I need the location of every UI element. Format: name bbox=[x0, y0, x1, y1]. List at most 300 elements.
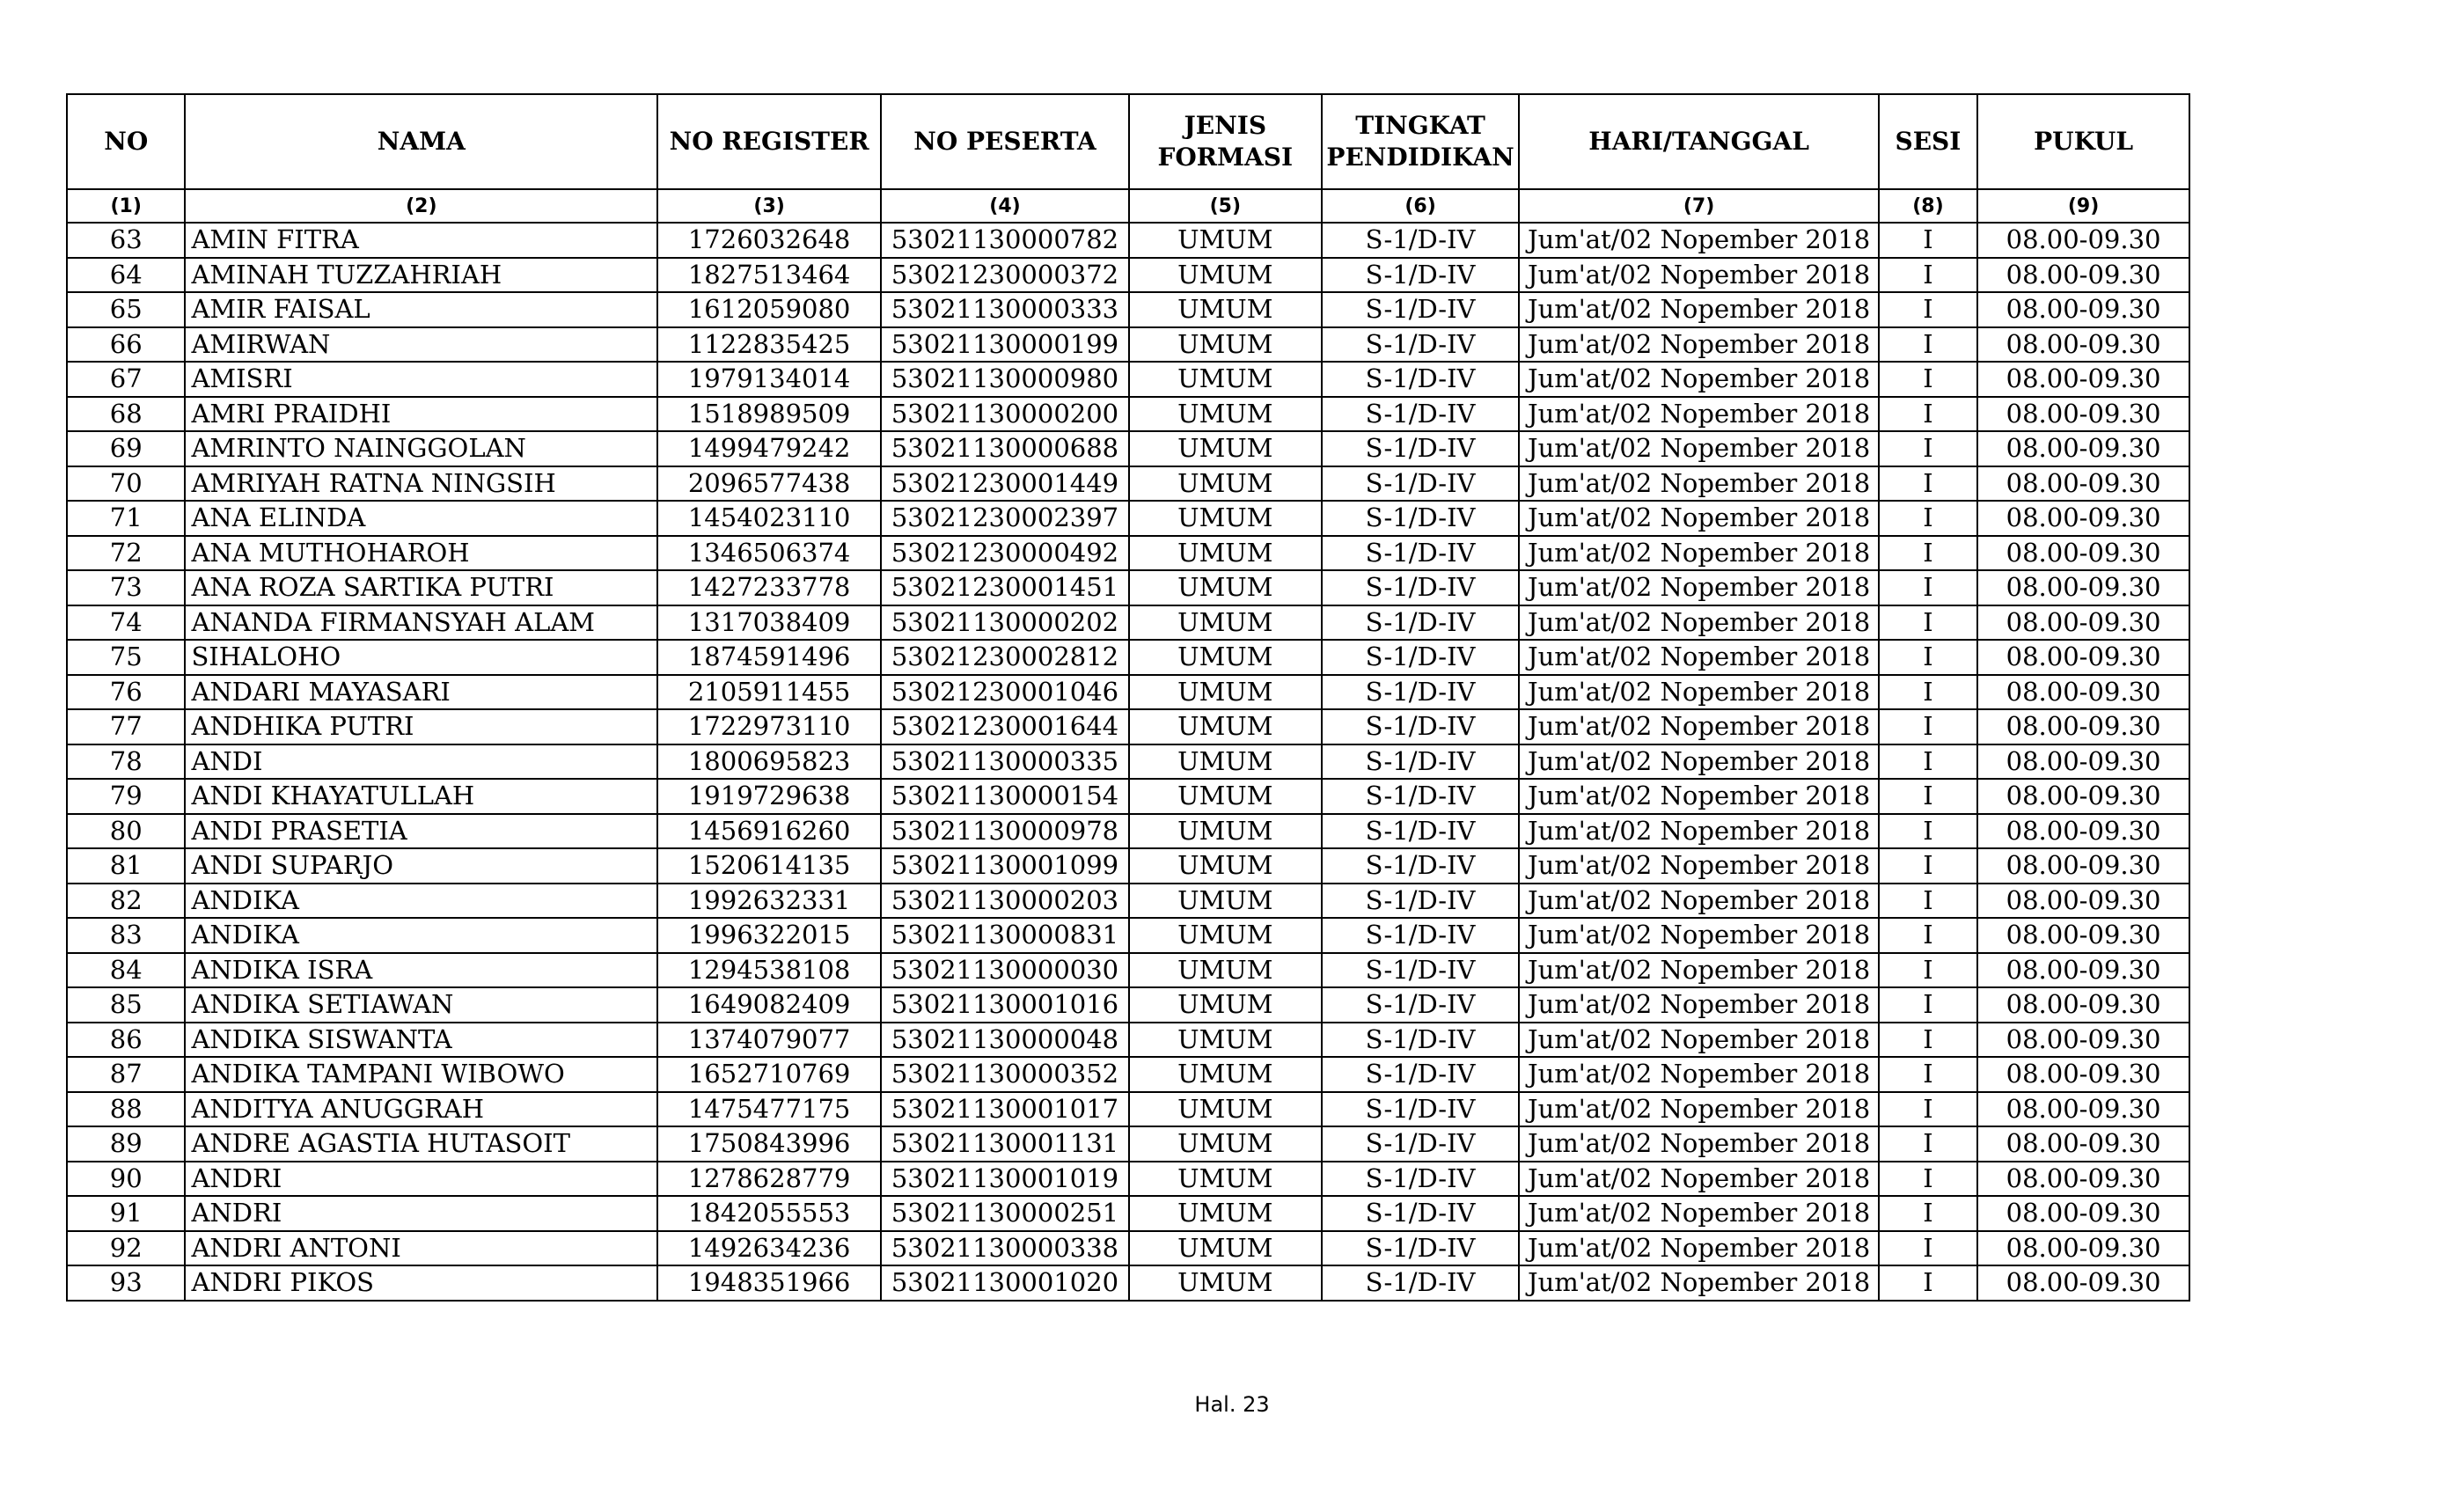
table-row bbox=[67, 1231, 2189, 1266]
header-pukul: PUKUL bbox=[1977, 94, 2189, 189]
table-body bbox=[67, 223, 2189, 1301]
cell-tingkat-pendidikan: S-1/D-IV bbox=[1322, 536, 1520, 571]
cell-hari-tanggal: Jum'at/02 Nopember 2018 bbox=[1519, 431, 1878, 466]
cell-no: 68 bbox=[67, 397, 185, 432]
table-header bbox=[67, 94, 2189, 223]
cell-hari-tanggal: Jum'at/02 Nopember 2018 bbox=[1519, 953, 1878, 988]
cell-jenis-formasi: UMUM bbox=[1129, 953, 1322, 988]
cell-no-register: 1996322015 bbox=[657, 918, 881, 953]
column-index: (9) bbox=[1977, 189, 2189, 223]
cell-sesi: I bbox=[1879, 918, 1977, 953]
cell-hari-tanggal: Jum'at/02 Nopember 2018 bbox=[1519, 884, 1878, 919]
cell-hari-tanggal: Jum'at/02 Nopember 2018 bbox=[1519, 536, 1878, 571]
table-row bbox=[67, 1092, 2189, 1127]
cell-pukul: 08.00-09.30 bbox=[1977, 362, 2189, 397]
cell-jenis-formasi: UMUM bbox=[1129, 466, 1322, 502]
cell-nama: ANDIKA TAMPANI WIBOWO bbox=[185, 1057, 657, 1092]
cell-no-peserta: 53021130000251 bbox=[881, 1196, 1129, 1231]
header-jenis-formasi: JENIS FORMASI bbox=[1129, 94, 1322, 189]
cell-no: 87 bbox=[67, 1057, 185, 1092]
table-row bbox=[67, 1265, 2189, 1301]
cell-jenis-formasi: UMUM bbox=[1129, 1092, 1322, 1127]
cell-no: 88 bbox=[67, 1092, 185, 1127]
cell-pukul: 08.00-09.30 bbox=[1977, 1092, 2189, 1127]
cell-nama: AMIR FAISAL bbox=[185, 292, 657, 327]
cell-pukul: 08.00-09.30 bbox=[1977, 953, 2189, 988]
column-index: (7) bbox=[1519, 189, 1878, 223]
cell-no-peserta: 53021130001131 bbox=[881, 1126, 1129, 1162]
cell-no: 90 bbox=[67, 1162, 185, 1197]
cell-nama: ANDHIKA PUTRI bbox=[185, 709, 657, 744]
cell-hari-tanggal: Jum'at/02 Nopember 2018 bbox=[1519, 1057, 1878, 1092]
cell-hari-tanggal: Jum'at/02 Nopember 2018 bbox=[1519, 848, 1878, 884]
cell-tingkat-pendidikan: S-1/D-IV bbox=[1322, 292, 1520, 327]
cell-nama: SIHALOHO bbox=[185, 640, 657, 675]
cell-no: 72 bbox=[67, 536, 185, 571]
cell-pukul: 08.00-09.30 bbox=[1977, 1023, 2189, 1058]
cell-pukul: 08.00-09.30 bbox=[1977, 884, 2189, 919]
cell-nama: ANDIKA ISRA bbox=[185, 953, 657, 988]
participant-schedule-table bbox=[66, 93, 2190, 1302]
table-row bbox=[67, 570, 2189, 605]
cell-no: 67 bbox=[67, 362, 185, 397]
cell-sesi: I bbox=[1879, 570, 1977, 605]
cell-no: 93 bbox=[67, 1265, 185, 1301]
cell-jenis-formasi: UMUM bbox=[1129, 501, 1322, 536]
cell-nama: ANDITYA ANUGGRAH bbox=[185, 1092, 657, 1127]
cell-hari-tanggal: Jum'at/02 Nopember 2018 bbox=[1519, 814, 1878, 849]
cell-nama: ANDRI bbox=[185, 1162, 657, 1197]
cell-jenis-formasi: UMUM bbox=[1129, 1196, 1322, 1231]
cell-no-peserta: 53021230000372 bbox=[881, 258, 1129, 293]
cell-nama: AMIRWAN bbox=[185, 327, 657, 363]
cell-no: 63 bbox=[67, 223, 185, 258]
column-index: (5) bbox=[1129, 189, 1322, 223]
cell-no-peserta: 53021130000831 bbox=[881, 918, 1129, 953]
cell-pukul: 08.00-09.30 bbox=[1977, 744, 2189, 780]
cell-tingkat-pendidikan: S-1/D-IV bbox=[1322, 814, 1520, 849]
cell-nama: AMRINTO NAINGGOLAN bbox=[185, 431, 657, 466]
table-row bbox=[67, 536, 2189, 571]
cell-no-register: 1346506374 bbox=[657, 536, 881, 571]
cell-jenis-formasi: UMUM bbox=[1129, 744, 1322, 780]
cell-sesi: I bbox=[1879, 536, 1977, 571]
header-row bbox=[67, 94, 2189, 189]
cell-no: 82 bbox=[67, 884, 185, 919]
cell-tingkat-pendidikan: S-1/D-IV bbox=[1322, 327, 1520, 363]
cell-nama: ANA ELINDA bbox=[185, 501, 657, 536]
cell-sesi: I bbox=[1879, 501, 1977, 536]
column-index: (6) bbox=[1322, 189, 1520, 223]
cell-no-register: 1726032648 bbox=[657, 223, 881, 258]
cell-hari-tanggal: Jum'at/02 Nopember 2018 bbox=[1519, 987, 1878, 1023]
table-row bbox=[67, 987, 2189, 1023]
cell-tingkat-pendidikan: S-1/D-IV bbox=[1322, 779, 1520, 814]
cell-nama: ANDI SUPARJO bbox=[185, 848, 657, 884]
cell-sesi: I bbox=[1879, 640, 1977, 675]
cell-no-register: 1520614135 bbox=[657, 848, 881, 884]
column-index: (8) bbox=[1879, 189, 1977, 223]
cell-tingkat-pendidikan: S-1/D-IV bbox=[1322, 1023, 1520, 1058]
cell-nama: ANDRI ANTONI bbox=[185, 1231, 657, 1266]
cell-no-register: 1499479242 bbox=[657, 431, 881, 466]
cell-jenis-formasi: UMUM bbox=[1129, 675, 1322, 710]
cell-hari-tanggal: Jum'at/02 Nopember 2018 bbox=[1519, 501, 1878, 536]
cell-no-register: 1649082409 bbox=[657, 987, 881, 1023]
cell-no-register: 2105911455 bbox=[657, 675, 881, 710]
cell-no-peserta: 53021130000154 bbox=[881, 779, 1129, 814]
cell-pukul: 08.00-09.30 bbox=[1977, 501, 2189, 536]
header-sesi: SESI bbox=[1879, 94, 1977, 189]
cell-hari-tanggal: Jum'at/02 Nopember 2018 bbox=[1519, 779, 1878, 814]
cell-hari-tanggal: Jum'at/02 Nopember 2018 bbox=[1519, 640, 1878, 675]
cell-no-register: 1919729638 bbox=[657, 779, 881, 814]
cell-no-peserta: 53021130000782 bbox=[881, 223, 1129, 258]
cell-jenis-formasi: UMUM bbox=[1129, 709, 1322, 744]
cell-no-register: 2096577438 bbox=[657, 466, 881, 502]
cell-no-peserta: 53021130000199 bbox=[881, 327, 1129, 363]
cell-hari-tanggal: Jum'at/02 Nopember 2018 bbox=[1519, 1162, 1878, 1197]
cell-nama: ANDIKA bbox=[185, 918, 657, 953]
table-row bbox=[67, 258, 2189, 293]
cell-sesi: I bbox=[1879, 223, 1977, 258]
cell-no-peserta: 53021130000202 bbox=[881, 605, 1129, 641]
cell-nama: ANDIKA SISWANTA bbox=[185, 1023, 657, 1058]
cell-sesi: I bbox=[1879, 1162, 1977, 1197]
cell-pukul: 08.00-09.30 bbox=[1977, 327, 2189, 363]
cell-nama: AMIN FITRA bbox=[185, 223, 657, 258]
cell-no-register: 1842055553 bbox=[657, 1196, 881, 1231]
cell-no: 83 bbox=[67, 918, 185, 953]
cell-no: 76 bbox=[67, 675, 185, 710]
cell-tingkat-pendidikan: S-1/D-IV bbox=[1322, 675, 1520, 710]
cell-nama: ANDI bbox=[185, 744, 657, 780]
cell-no-peserta: 53021130001017 bbox=[881, 1092, 1129, 1127]
cell-nama: AMRI PRAIDHI bbox=[185, 397, 657, 432]
cell-no-register: 1992632331 bbox=[657, 884, 881, 919]
cell-tingkat-pendidikan: S-1/D-IV bbox=[1322, 1231, 1520, 1266]
cell-pukul: 08.00-09.30 bbox=[1977, 223, 2189, 258]
header-no-register: NO REGISTER bbox=[657, 94, 881, 189]
cell-no: 85 bbox=[67, 987, 185, 1023]
cell-sesi: I bbox=[1879, 362, 1977, 397]
cell-sesi: I bbox=[1879, 1023, 1977, 1058]
header-tingkat-pendidikan: TINGKAT PENDIDIKAN bbox=[1322, 94, 1520, 189]
cell-tingkat-pendidikan: S-1/D-IV bbox=[1322, 709, 1520, 744]
cell-no-register: 1492634236 bbox=[657, 1231, 881, 1266]
cell-no-register: 1454023110 bbox=[657, 501, 881, 536]
cell-nama: ANDARI MAYASARI bbox=[185, 675, 657, 710]
cell-no-register: 1278628779 bbox=[657, 1162, 881, 1197]
cell-no: 75 bbox=[67, 640, 185, 675]
cell-sesi: I bbox=[1879, 675, 1977, 710]
header-hari-tanggal: HARI/TANGGAL bbox=[1519, 94, 1878, 189]
table-row bbox=[67, 884, 2189, 919]
cell-nama: ANDIKA bbox=[185, 884, 657, 919]
cell-no-peserta: 53021230002812 bbox=[881, 640, 1129, 675]
cell-tingkat-pendidikan: S-1/D-IV bbox=[1322, 953, 1520, 988]
cell-sesi: I bbox=[1879, 953, 1977, 988]
table-row bbox=[67, 292, 2189, 327]
cell-hari-tanggal: Jum'at/02 Nopember 2018 bbox=[1519, 327, 1878, 363]
cell-nama: AMRIYAH RATNA NINGSIH bbox=[185, 466, 657, 502]
cell-no-register: 1374079077 bbox=[657, 1023, 881, 1058]
cell-no-register: 1827513464 bbox=[657, 258, 881, 293]
cell-no-register: 1874591496 bbox=[657, 640, 881, 675]
cell-hari-tanggal: Jum'at/02 Nopember 2018 bbox=[1519, 605, 1878, 641]
table-row bbox=[67, 1057, 2189, 1092]
cell-jenis-formasi: UMUM bbox=[1129, 884, 1322, 919]
cell-pukul: 08.00-09.30 bbox=[1977, 431, 2189, 466]
cell-pukul: 08.00-09.30 bbox=[1977, 709, 2189, 744]
cell-no-register: 1652710769 bbox=[657, 1057, 881, 1092]
cell-hari-tanggal: Jum'at/02 Nopember 2018 bbox=[1519, 466, 1878, 502]
cell-pukul: 08.00-09.30 bbox=[1977, 1162, 2189, 1197]
cell-tingkat-pendidikan: S-1/D-IV bbox=[1322, 884, 1520, 919]
cell-no-peserta: 53021130001016 bbox=[881, 987, 1129, 1023]
cell-no: 64 bbox=[67, 258, 185, 293]
cell-nama: ANDRE AGASTIA HUTASOIT bbox=[185, 1126, 657, 1162]
column-index: (3) bbox=[657, 189, 881, 223]
cell-no-peserta: 53021130001019 bbox=[881, 1162, 1129, 1197]
cell-tingkat-pendidikan: S-1/D-IV bbox=[1322, 223, 1520, 258]
cell-no-peserta: 53021130000200 bbox=[881, 397, 1129, 432]
cell-no: 89 bbox=[67, 1126, 185, 1162]
cell-nama: ANDRI bbox=[185, 1196, 657, 1231]
cell-tingkat-pendidikan: S-1/D-IV bbox=[1322, 1057, 1520, 1092]
table-row bbox=[67, 814, 2189, 849]
cell-jenis-formasi: UMUM bbox=[1129, 848, 1322, 884]
cell-no: 79 bbox=[67, 779, 185, 814]
cell-no: 66 bbox=[67, 327, 185, 363]
cell-no-peserta: 53021130000030 bbox=[881, 953, 1129, 988]
cell-jenis-formasi: UMUM bbox=[1129, 1265, 1322, 1301]
cell-no-peserta: 53021130000338 bbox=[881, 1231, 1129, 1266]
cell-sesi: I bbox=[1879, 814, 1977, 849]
cell-tingkat-pendidikan: S-1/D-IV bbox=[1322, 570, 1520, 605]
header-nama: NAMA bbox=[185, 94, 657, 189]
cell-no: 92 bbox=[67, 1231, 185, 1266]
table-row bbox=[67, 397, 2189, 432]
cell-nama: AMISRI bbox=[185, 362, 657, 397]
cell-no-register: 1475477175 bbox=[657, 1092, 881, 1127]
cell-hari-tanggal: Jum'at/02 Nopember 2018 bbox=[1519, 1265, 1878, 1301]
cell-hari-tanggal: Jum'at/02 Nopember 2018 bbox=[1519, 292, 1878, 327]
table-row bbox=[67, 605, 2189, 641]
table-row bbox=[67, 1196, 2189, 1231]
cell-jenis-formasi: UMUM bbox=[1129, 605, 1322, 641]
cell-jenis-formasi: UMUM bbox=[1129, 1231, 1322, 1266]
cell-jenis-formasi: UMUM bbox=[1129, 814, 1322, 849]
cell-no-peserta: 53021130000048 bbox=[881, 1023, 1129, 1058]
cell-no-peserta: 53021130000980 bbox=[881, 362, 1129, 397]
cell-sesi: I bbox=[1879, 1231, 1977, 1266]
cell-sesi: I bbox=[1879, 848, 1977, 884]
cell-no-peserta: 53021230001046 bbox=[881, 675, 1129, 710]
table-row bbox=[67, 918, 2189, 953]
cell-nama: ANDRI PIKOS bbox=[185, 1265, 657, 1301]
cell-tingkat-pendidikan: S-1/D-IV bbox=[1322, 640, 1520, 675]
cell-nama: ANA MUTHOHAROH bbox=[185, 536, 657, 571]
table-row bbox=[67, 1126, 2189, 1162]
cell-hari-tanggal: Jum'at/02 Nopember 2018 bbox=[1519, 918, 1878, 953]
column-index: (1) bbox=[67, 189, 185, 223]
cell-no-peserta: 53021230001451 bbox=[881, 570, 1129, 605]
header-no: NO bbox=[67, 94, 185, 189]
table-row bbox=[67, 466, 2189, 502]
table-row bbox=[67, 501, 2189, 536]
cell-jenis-formasi: UMUM bbox=[1129, 1057, 1322, 1092]
cell-tingkat-pendidikan: S-1/D-IV bbox=[1322, 362, 1520, 397]
cell-no-register: 1518989509 bbox=[657, 397, 881, 432]
cell-tingkat-pendidikan: S-1/D-IV bbox=[1322, 501, 1520, 536]
cell-tingkat-pendidikan: S-1/D-IV bbox=[1322, 1196, 1520, 1231]
cell-tingkat-pendidikan: S-1/D-IV bbox=[1322, 466, 1520, 502]
cell-jenis-formasi: UMUM bbox=[1129, 536, 1322, 571]
cell-tingkat-pendidikan: S-1/D-IV bbox=[1322, 1126, 1520, 1162]
table-row bbox=[67, 1162, 2189, 1197]
cell-jenis-formasi: UMUM bbox=[1129, 327, 1322, 363]
cell-pukul: 08.00-09.30 bbox=[1977, 397, 2189, 432]
cell-tingkat-pendidikan: S-1/D-IV bbox=[1322, 258, 1520, 293]
cell-sesi: I bbox=[1879, 258, 1977, 293]
cell-jenis-formasi: UMUM bbox=[1129, 640, 1322, 675]
cell-tingkat-pendidikan: S-1/D-IV bbox=[1322, 1162, 1520, 1197]
cell-jenis-formasi: UMUM bbox=[1129, 397, 1322, 432]
cell-no-peserta: 53021130001099 bbox=[881, 848, 1129, 884]
table-row bbox=[67, 709, 2189, 744]
cell-no-peserta: 53021130000978 bbox=[881, 814, 1129, 849]
table-row bbox=[67, 431, 2189, 466]
cell-no-register: 1612059080 bbox=[657, 292, 881, 327]
cell-hari-tanggal: Jum'at/02 Nopember 2018 bbox=[1519, 744, 1878, 780]
cell-hari-tanggal: Jum'at/02 Nopember 2018 bbox=[1519, 1023, 1878, 1058]
cell-pukul: 08.00-09.30 bbox=[1977, 1126, 2189, 1162]
cell-sesi: I bbox=[1879, 987, 1977, 1023]
cell-hari-tanggal: Jum'at/02 Nopember 2018 bbox=[1519, 570, 1878, 605]
cell-hari-tanggal: Jum'at/02 Nopember 2018 bbox=[1519, 258, 1878, 293]
cell-pukul: 08.00-09.30 bbox=[1977, 779, 2189, 814]
cell-no-peserta: 53021130000203 bbox=[881, 884, 1129, 919]
cell-pukul: 08.00-09.30 bbox=[1977, 605, 2189, 641]
cell-sesi: I bbox=[1879, 292, 1977, 327]
table-row bbox=[67, 675, 2189, 710]
header-no-peserta: NO PESERTA bbox=[881, 94, 1129, 189]
cell-jenis-formasi: UMUM bbox=[1129, 570, 1322, 605]
cell-no-peserta: 53021130000352 bbox=[881, 1057, 1129, 1092]
cell-no-register: 1294538108 bbox=[657, 953, 881, 988]
table-row bbox=[67, 223, 2189, 258]
cell-jenis-formasi: UMUM bbox=[1129, 362, 1322, 397]
cell-no: 80 bbox=[67, 814, 185, 849]
cell-no-register: 1722973110 bbox=[657, 709, 881, 744]
cell-tingkat-pendidikan: S-1/D-IV bbox=[1322, 918, 1520, 953]
cell-tingkat-pendidikan: S-1/D-IV bbox=[1322, 987, 1520, 1023]
cell-pukul: 08.00-09.30 bbox=[1977, 640, 2189, 675]
cell-jenis-formasi: UMUM bbox=[1129, 223, 1322, 258]
cell-pukul: 08.00-09.30 bbox=[1977, 814, 2189, 849]
cell-no-register: 1456916260 bbox=[657, 814, 881, 849]
cell-jenis-formasi: UMUM bbox=[1129, 1162, 1322, 1197]
cell-no-peserta: 53021230001644 bbox=[881, 709, 1129, 744]
cell-sesi: I bbox=[1879, 397, 1977, 432]
cell-pukul: 08.00-09.30 bbox=[1977, 848, 2189, 884]
cell-no: 71 bbox=[67, 501, 185, 536]
cell-hari-tanggal: Jum'at/02 Nopember 2018 bbox=[1519, 1231, 1878, 1266]
cell-sesi: I bbox=[1879, 605, 1977, 641]
cell-no-register: 1750843996 bbox=[657, 1126, 881, 1162]
cell-pukul: 08.00-09.30 bbox=[1977, 570, 2189, 605]
cell-nama: ANDI KHAYATULLAH bbox=[185, 779, 657, 814]
cell-jenis-formasi: UMUM bbox=[1129, 987, 1322, 1023]
cell-no: 74 bbox=[67, 605, 185, 641]
cell-sesi: I bbox=[1879, 466, 1977, 502]
table-row bbox=[67, 953, 2189, 988]
cell-hari-tanggal: Jum'at/02 Nopember 2018 bbox=[1519, 1092, 1878, 1127]
cell-nama: AMINAH TUZZAHRIAH bbox=[185, 258, 657, 293]
cell-tingkat-pendidikan: S-1/D-IV bbox=[1322, 397, 1520, 432]
table-row bbox=[67, 1023, 2189, 1058]
cell-no-register: 1979134014 bbox=[657, 362, 881, 397]
table-row bbox=[67, 327, 2189, 363]
cell-sesi: I bbox=[1879, 884, 1977, 919]
cell-hari-tanggal: Jum'at/02 Nopember 2018 bbox=[1519, 709, 1878, 744]
cell-sesi: I bbox=[1879, 779, 1977, 814]
cell-sesi: I bbox=[1879, 709, 1977, 744]
cell-jenis-formasi: UMUM bbox=[1129, 292, 1322, 327]
cell-hari-tanggal: Jum'at/02 Nopember 2018 bbox=[1519, 223, 1878, 258]
cell-jenis-formasi: UMUM bbox=[1129, 1126, 1322, 1162]
cell-pukul: 08.00-09.30 bbox=[1977, 1231, 2189, 1266]
cell-no: 77 bbox=[67, 709, 185, 744]
cell-hari-tanggal: Jum'at/02 Nopember 2018 bbox=[1519, 362, 1878, 397]
cell-pukul: 08.00-09.30 bbox=[1977, 1196, 2189, 1231]
cell-no: 81 bbox=[67, 848, 185, 884]
cell-pukul: 08.00-09.30 bbox=[1977, 258, 2189, 293]
cell-jenis-formasi: UMUM bbox=[1129, 431, 1322, 466]
cell-jenis-formasi: UMUM bbox=[1129, 1023, 1322, 1058]
cell-sesi: I bbox=[1879, 1057, 1977, 1092]
cell-tingkat-pendidikan: S-1/D-IV bbox=[1322, 431, 1520, 466]
cell-hari-tanggal: Jum'at/02 Nopember 2018 bbox=[1519, 675, 1878, 710]
cell-hari-tanggal: Jum'at/02 Nopember 2018 bbox=[1519, 397, 1878, 432]
cell-no-peserta: 53021230002397 bbox=[881, 501, 1129, 536]
cell-tingkat-pendidikan: S-1/D-IV bbox=[1322, 1092, 1520, 1127]
page-number: Hal. 23 bbox=[1194, 1392, 1270, 1417]
table-row bbox=[67, 744, 2189, 780]
cell-no: 78 bbox=[67, 744, 185, 780]
cell-tingkat-pendidikan: S-1/D-IV bbox=[1322, 1265, 1520, 1301]
cell-tingkat-pendidikan: S-1/D-IV bbox=[1322, 848, 1520, 884]
cell-no: 86 bbox=[67, 1023, 185, 1058]
cell-sesi: I bbox=[1879, 744, 1977, 780]
cell-no-peserta: 53021130000688 bbox=[881, 431, 1129, 466]
cell-nama: ANANDA FIRMANSYAH ALAM bbox=[185, 605, 657, 641]
cell-no: 65 bbox=[67, 292, 185, 327]
cell-nama: ANDI PRASETIA bbox=[185, 814, 657, 849]
cell-pukul: 08.00-09.30 bbox=[1977, 1265, 2189, 1301]
cell-no: 84 bbox=[67, 953, 185, 988]
cell-tingkat-pendidikan: S-1/D-IV bbox=[1322, 744, 1520, 780]
cell-pukul: 08.00-09.30 bbox=[1977, 675, 2189, 710]
column-index: (4) bbox=[881, 189, 1129, 223]
cell-nama: ANA ROZA SARTIKA PUTRI bbox=[185, 570, 657, 605]
table-row bbox=[67, 779, 2189, 814]
cell-jenis-formasi: UMUM bbox=[1129, 779, 1322, 814]
cell-no-peserta: 53021230000492 bbox=[881, 536, 1129, 571]
cell-sesi: I bbox=[1879, 431, 1977, 466]
cell-hari-tanggal: Jum'at/02 Nopember 2018 bbox=[1519, 1126, 1878, 1162]
